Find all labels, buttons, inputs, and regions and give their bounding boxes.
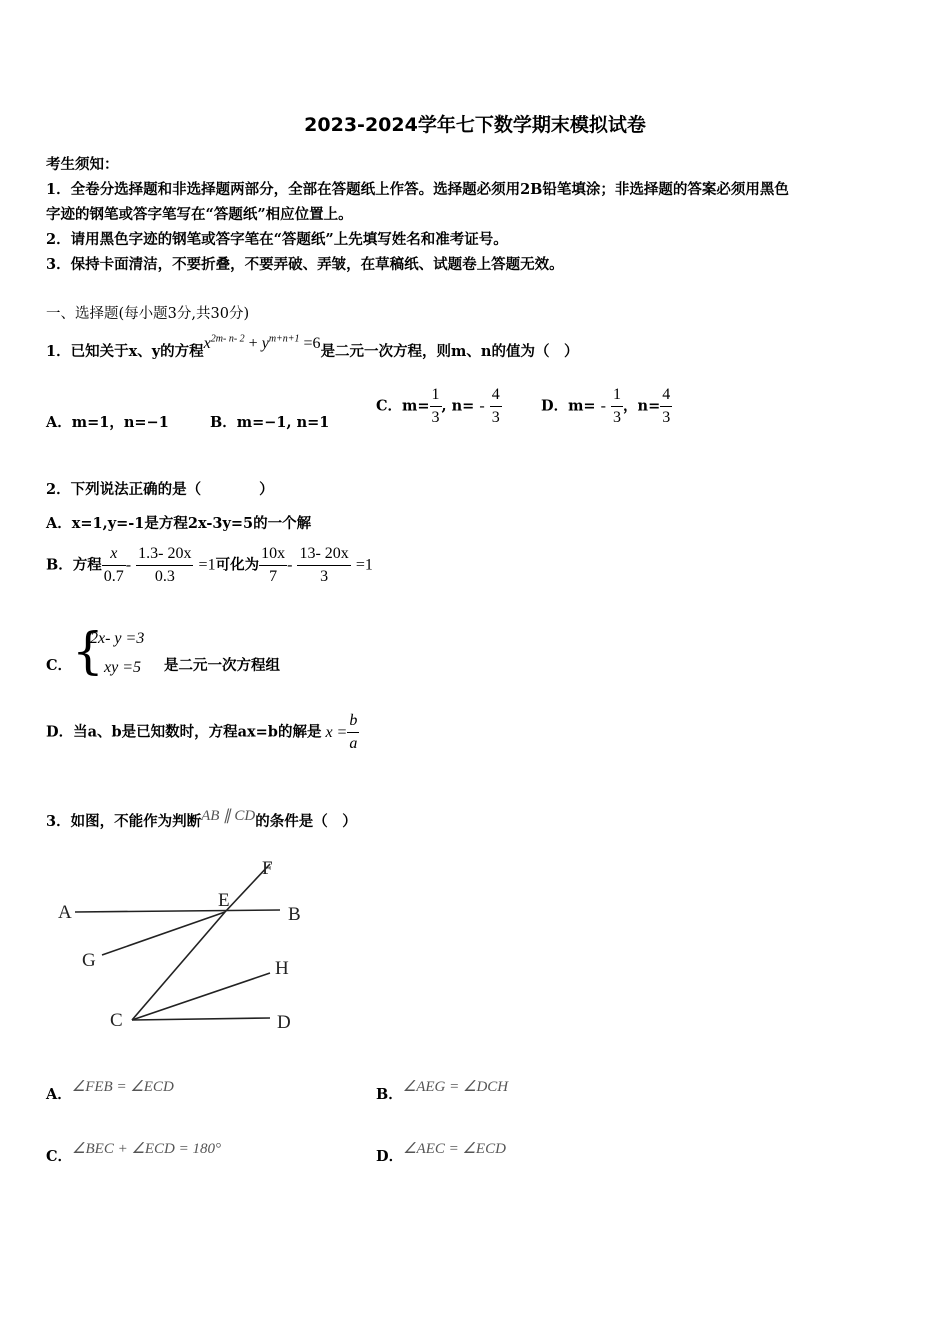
option-label: D． [376, 1148, 404, 1165]
q3-option-b[interactable] [376, 1075, 509, 1103]
option-text: , n= [441, 397, 475, 415]
system-equation-1: 2x- y =3 [90, 630, 145, 647]
option-text: m=−1, n=1 [236, 414, 330, 431]
option-text: m= [568, 397, 596, 415]
q3-option-c[interactable] [46, 1137, 222, 1165]
fraction-numerator: 4 [490, 386, 502, 407]
q1-eq-exp-y: m+n+1 [268, 333, 300, 345]
q2-option-d[interactable] [46, 712, 359, 753]
q1-eq-y: y [261, 335, 269, 352]
fraction-numerator: 10x [259, 545, 287, 566]
q1-option-d[interactable] [541, 386, 672, 427]
page-title: 2023-2024学年七下数学期末模拟试卷 [304, 114, 646, 136]
fraction [259, 545, 287, 586]
option-text: 方程 [72, 556, 102, 574]
q1-option-c[interactable] [376, 386, 502, 427]
option-text: ，n= [623, 397, 661, 415]
option-label: A． [46, 1086, 72, 1103]
q1-eq-exp-x: 2m- n- 2 [210, 333, 245, 345]
point-label-d: D [277, 1012, 291, 1033]
q2-option-b[interactable] [46, 545, 373, 586]
option-math: ∠FEB = ∠ECD [71, 1079, 174, 1095]
fraction-numerator: 4 [660, 386, 672, 407]
option-text: x=1,y=-1是方程2x-3y=5的一个解 [71, 515, 312, 532]
notice-item: 2．请用黑色字迹的钢笔或答字笔在“答题纸”上先填写姓名和准考证号。 [46, 231, 508, 248]
minus-sign: - [125, 556, 132, 574]
option-label: C． [46, 1148, 73, 1165]
fraction-denominator: 3 [320, 568, 329, 585]
option-label: B． [376, 1086, 403, 1103]
notice-heading: 考生须知： [46, 156, 119, 173]
fraction [102, 545, 126, 586]
option-label: D． [541, 397, 569, 415]
fraction [347, 712, 359, 753]
q3-suffix: 的条件是（ ） [255, 813, 357, 830]
q3-option-d[interactable] [376, 1137, 506, 1165]
point-label-f: F [262, 858, 273, 879]
q1-eq-plus: + [248, 335, 258, 352]
fraction-numerator: x [102, 545, 126, 566]
q1-eq-rhs: =6 [303, 335, 321, 352]
q1-option-a[interactable] [46, 411, 169, 432]
option-label: B． [46, 556, 73, 574]
fraction [660, 386, 672, 427]
fraction [611, 386, 623, 427]
fraction-denominator: a [349, 735, 358, 752]
q3-option-a[interactable] [46, 1075, 174, 1103]
point-label-c: C [110, 1010, 123, 1031]
notice-item: 字迹的钢笔或答字笔写在“答题纸”相应位置上。 [46, 206, 353, 223]
geometry-figure [50, 850, 320, 1040]
q1-eq-x: x [203, 335, 211, 352]
line-ab [75, 910, 280, 912]
q3-stem [46, 810, 357, 831]
point-label-e: E [218, 890, 230, 911]
option-text: 可化为 [215, 556, 260, 574]
minus-sign: - [600, 397, 606, 415]
fraction-denominator: 3 [613, 409, 622, 426]
fraction-denominator: 3 [491, 409, 500, 426]
q1-equation [204, 335, 321, 352]
point-label-g: G [82, 950, 96, 971]
fraction [297, 545, 350, 586]
q3-prefix: 3．如图，不能作为判断 [46, 813, 202, 830]
option-label: C． [46, 657, 73, 674]
equals-one: =1 [355, 556, 373, 574]
option-label: C． [376, 397, 403, 415]
q2-stem: 2．下列说法正确的是（ ） [46, 481, 274, 498]
q3-parallel-condition: AB ∥ CD [201, 808, 256, 824]
option-label: D． [46, 723, 74, 741]
notice-item: 3．保持卡面清洁，不要折叠，不要弄破、弄皱，在草稿纸、试题卷上答题无效。 [46, 256, 564, 273]
option-math: ∠AEG = ∠DCH [402, 1079, 509, 1095]
option-text: 当a、b是已知数时，方程ax=b的解是 [73, 723, 322, 741]
fraction-numerator: b [347, 712, 359, 733]
q1-option-b[interactable] [210, 411, 329, 432]
q1-stem [46, 333, 579, 361]
point-label-a: A [58, 902, 72, 923]
fraction-denominator: 3 [431, 409, 440, 426]
fraction [490, 386, 502, 427]
equals-one: =1 [198, 556, 216, 574]
point-label-b: B [288, 904, 301, 925]
option-label: B． [210, 414, 237, 431]
ray-cd [132, 1018, 270, 1020]
option-math: ∠AEC = ∠ECD [403, 1141, 506, 1157]
fraction-denominator: 3 [662, 409, 671, 426]
section-heading: 一、选择题(每小题3分,共30分) [46, 306, 250, 322]
notice-item: 1．全卷分选择题和非选择题两部分，全部在答题纸上作答。选择题必须用2B铅笔填涂；非选择题的答案必须用黑色 [46, 181, 789, 198]
fraction-numerator: 1 [611, 386, 623, 407]
option-label: A． [46, 515, 72, 532]
fraction [430, 386, 442, 427]
q1-prefix: 1．已知关于x、y的方程 [46, 343, 204, 360]
point-label-h: H [275, 958, 289, 979]
fraction-numerator: 1.3- 20x [136, 545, 193, 566]
system-equation-2: xy =5 [104, 659, 141, 676]
solution-lhs: x = [325, 723, 348, 741]
fraction-numerator: 1 [430, 386, 442, 407]
fraction-denominator: 0.3 [154, 568, 175, 585]
fraction-denominator: 7 [269, 568, 278, 585]
system-brace: { [72, 622, 104, 680]
fraction [136, 545, 193, 586]
q1-suffix: 是二元一次方程，则m、n的值为（ ） [320, 343, 579, 360]
minus-sign: - [287, 556, 293, 574]
option-label: A． [46, 414, 72, 431]
option-math: ∠BEC + ∠ECD = 180° [72, 1141, 222, 1157]
option-text: m= [402, 397, 430, 415]
q2-option-a[interactable] [46, 512, 311, 533]
fraction-denominator: 0.7 [103, 568, 124, 585]
option-text: m=1，n=−1 [71, 414, 169, 431]
fraction-numerator: 13- 20x [297, 545, 350, 566]
option-text: 是二元一次方程组 [164, 657, 280, 674]
minus-sign: - [479, 397, 485, 415]
